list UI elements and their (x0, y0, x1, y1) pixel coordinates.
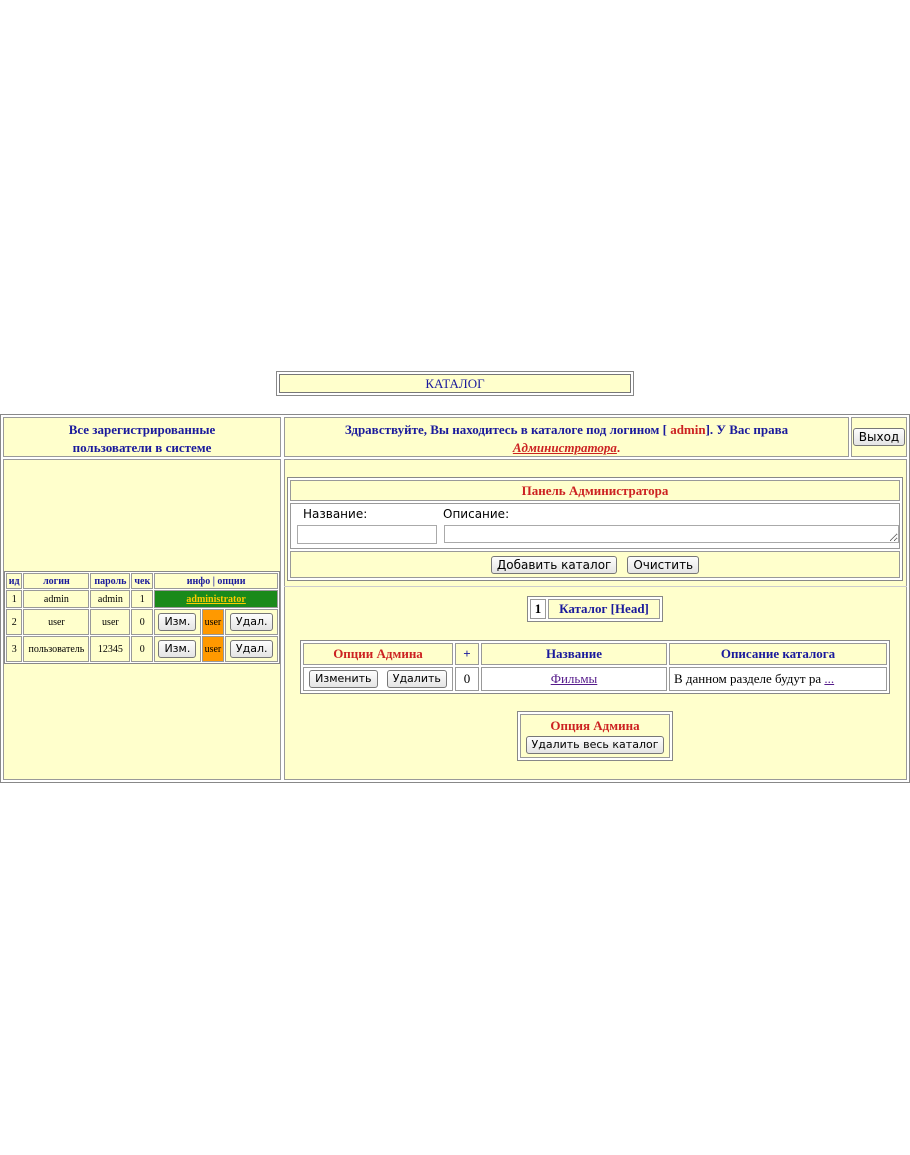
delete-user-button[interactable]: Удал. (230, 640, 274, 658)
col-description: Описание каталога (669, 643, 887, 665)
user-check: 0 (131, 609, 153, 635)
desc-textarea[interactable] (444, 525, 899, 543)
add-catalog-button[interactable]: Добавить каталог (491, 556, 617, 574)
administrator-link[interactable]: administrator (186, 593, 246, 605)
page-title: КАТАЛОГ (279, 374, 631, 393)
left-header-line1: Все зарегистрированные (68, 422, 216, 437)
admin-panel-title: Панель Администратора (521, 482, 669, 498)
user-check: 1 (131, 590, 153, 608)
catalog-count: 0 (455, 667, 479, 691)
delete-cell (225, 636, 278, 662)
catalog-description-cell (669, 667, 887, 691)
col-info: инфо | опции (154, 573, 278, 589)
delete-catalog-button[interactable]: Удалить (387, 670, 447, 688)
col-admin-options: Опции Админа (303, 643, 453, 665)
delete-cell (225, 609, 278, 635)
catalog-table-header (303, 643, 887, 665)
admin-panel-form (290, 503, 900, 549)
user-id: 3 (6, 636, 22, 662)
table-row (303, 667, 887, 691)
greeting-middle: ]. У Вас права (705, 422, 789, 437)
logout-button[interactable]: Выход (853, 428, 905, 446)
greeting-line (285, 422, 848, 438)
greeting-login: admin (670, 422, 706, 437)
edit-user-button[interactable]: Изм. (158, 640, 196, 658)
user-password: 12345 (90, 636, 130, 662)
admin-panel-buttons (290, 551, 900, 578)
col-id: ид (6, 573, 22, 589)
user-role-cell: user (202, 636, 225, 662)
edit-catalog-button[interactable]: Изменить (309, 670, 377, 688)
left-header (3, 417, 281, 457)
col-plus: + (455, 643, 479, 665)
title-box (276, 371, 634, 396)
admin-option-title: Опция Админа (550, 718, 640, 733)
col-login: логин (23, 573, 89, 589)
catalog-more-link[interactable]: ... (824, 671, 835, 686)
greeting-suffix: . (616, 440, 621, 455)
user-password: user (90, 609, 130, 635)
user-password: admin (90, 590, 130, 608)
name-input[interactable] (297, 525, 437, 544)
catalog-name-link[interactable]: Фильмы (550, 671, 598, 686)
desc-label: Описание: (443, 507, 510, 521)
catalog-number-cell (530, 599, 546, 619)
catalog-name-cell (481, 667, 667, 691)
name-label: Название: (303, 507, 368, 521)
table-row (6, 636, 278, 662)
catalog-table (300, 640, 890, 694)
users-table (4, 571, 280, 664)
greeting-role-line (285, 440, 848, 456)
col-name: Название (481, 643, 667, 665)
delete-user-button[interactable]: Удал. (230, 613, 274, 631)
left-header-line2: пользователи в системе (72, 440, 212, 455)
right-body-divider (284, 586, 907, 587)
admin-option-cell (520, 714, 670, 758)
user-id: 1 (6, 590, 22, 608)
admin-option-box (517, 711, 673, 761)
table-row (6, 609, 278, 635)
catalog-label: Каталог [Head] (559, 601, 649, 616)
catalog-options-cell (303, 667, 453, 691)
delete-all-catalog-button[interactable]: Удалить весь каталог (526, 736, 665, 754)
admin-panel-title-cell (290, 480, 900, 501)
user-login: admin (23, 590, 89, 608)
col-password: пароль (90, 573, 130, 589)
catalog-description: В данном разделе будут ра (674, 671, 822, 686)
catalog-number: 1 (534, 601, 542, 616)
edit-user-button[interactable]: Изм. (158, 613, 196, 631)
user-id: 2 (6, 609, 22, 635)
user-role-cell: user (202, 609, 225, 635)
clear-button[interactable]: Очистить (627, 556, 699, 574)
admin-info-cell (154, 590, 278, 608)
user-check: 0 (131, 636, 153, 662)
greeting-header (284, 417, 849, 457)
user-login: user (23, 609, 89, 635)
edit-cell (154, 636, 200, 662)
col-check: чек (131, 573, 153, 589)
user-login: пользователь (23, 636, 89, 662)
table-row (6, 590, 278, 608)
catalog-label-cell (548, 599, 660, 619)
role-link[interactable]: Администратора (512, 440, 617, 455)
logout-cell (851, 417, 907, 457)
admin-panel (287, 477, 903, 581)
greeting-prefix: Здравствуйте, Вы находитесь в каталоге под логином [ (344, 422, 667, 437)
users-table-header (6, 573, 278, 589)
catalog-header (527, 596, 663, 622)
edit-cell (154, 609, 200, 635)
